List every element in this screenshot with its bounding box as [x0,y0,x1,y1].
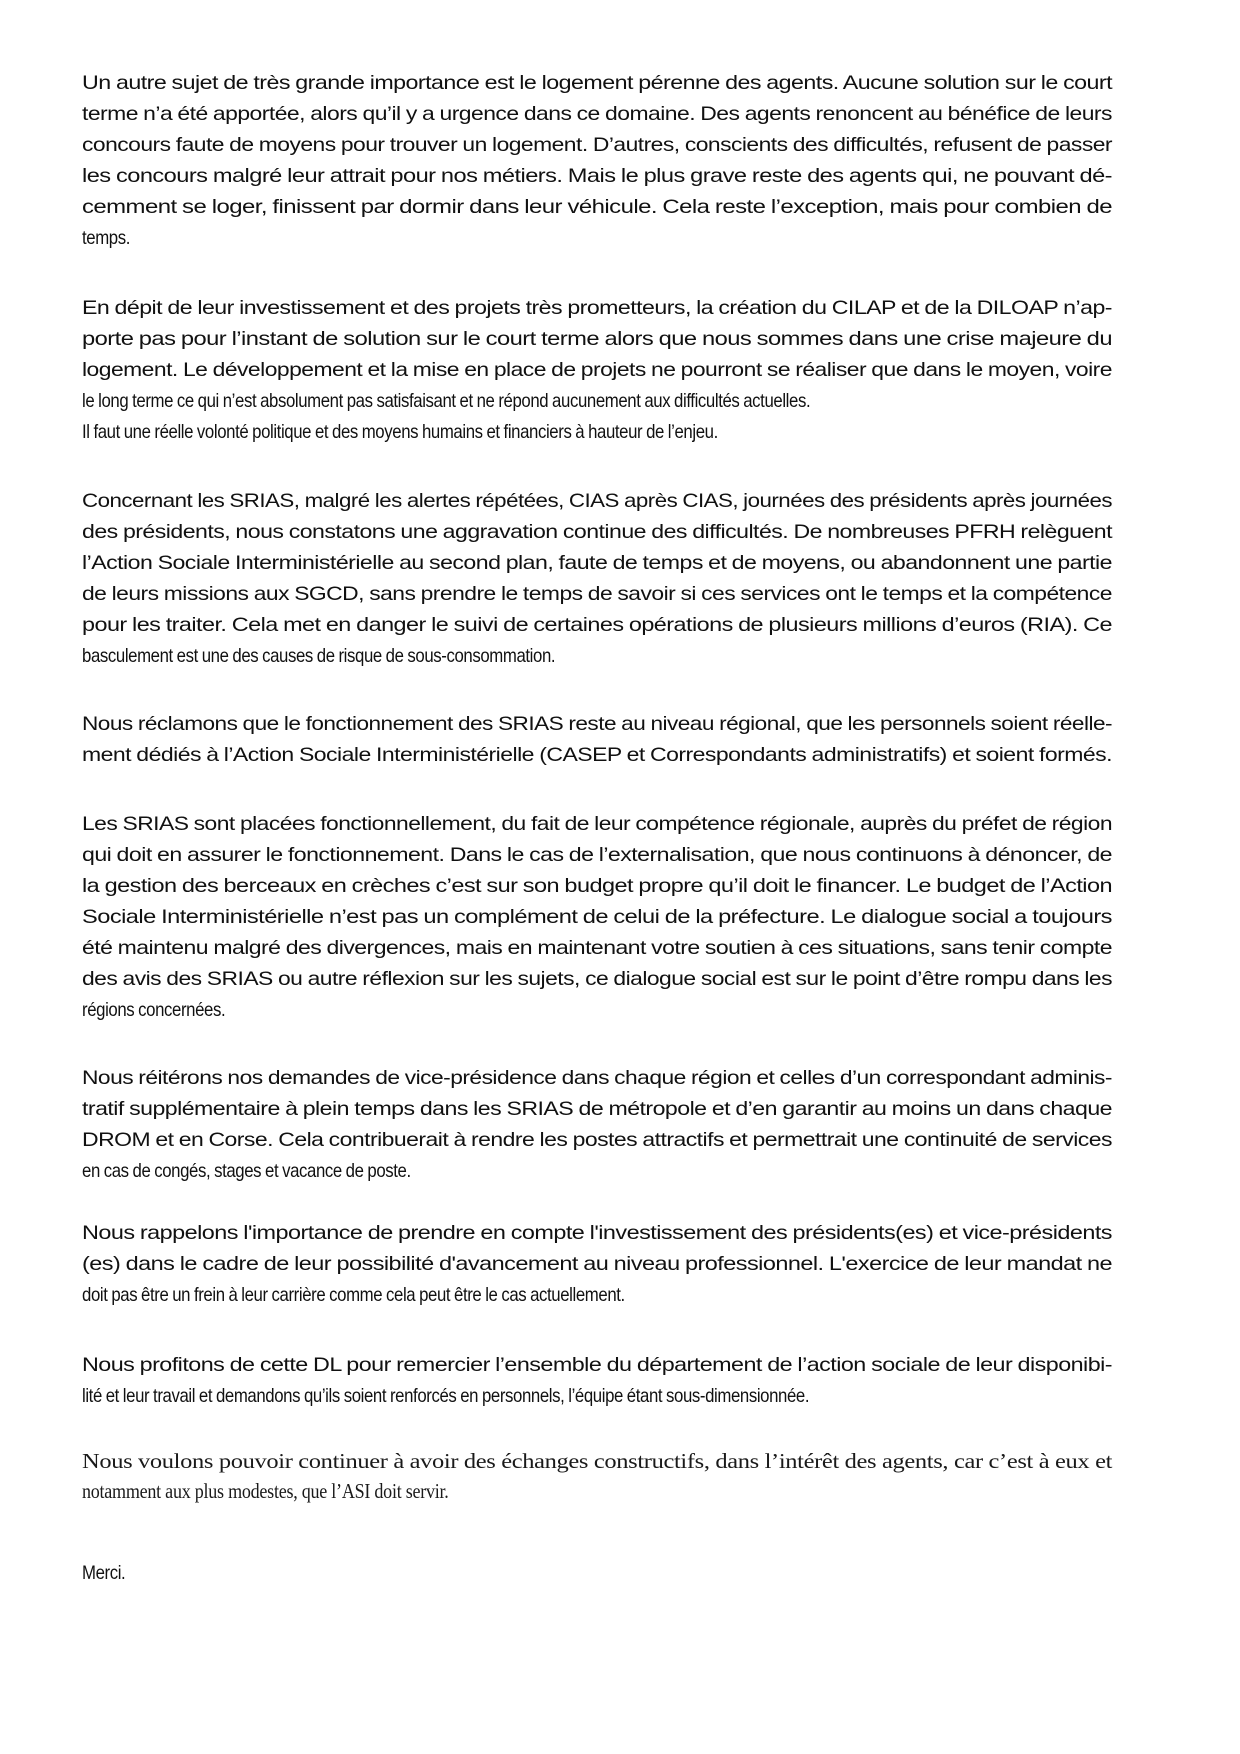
text-line: des présidents, nous constatons une aggravation continue des difficultés. De nombreuses PFRH relèguent [82,521,1112,543]
paragraph-regional-level [82,709,1113,771]
text-line: qui doit en assurer le fonctionnement. Dans le cas de l’externalisation, que nous continuons à dénoncer, de [82,844,1112,866]
paragraph-srias-difficulties [82,486,1113,672]
text-line: temps. [82,227,131,249]
text-line: l’Action Sociale Interministérielle au second plan, faute de temps et de moyens, ou abandonnent une partie [82,552,1112,574]
text-line: doit pas être un frein à leur carrière comme cela peut être le cas actuellement. [82,1284,625,1306]
text-line: Il faut une réelle volonté politique et des moyens humains et financiers à hauteur de l’enjeu. [82,421,718,443]
text-line: basculement est une des causes de risque de sous-consommation. [82,645,556,667]
text-line: Nous rappelons l'importance de prendre en compte l'investissement des présidents(es) et vice-présidents [82,1222,1112,1244]
text-line: concours faute de moyens pour trouver un logement. D’autres, conscients des difficultés, refusent de passer [82,134,1113,156]
text-line: les concours malgré leur attrait pour nos métiers. Mais le plus grave reste des agents qui, ne pouvant dé- [82,165,1112,187]
text-line: Nous réclamons que le fonctionnement des SRIAS reste au niveau régional, que les personnels soient réelle- [82,713,1113,735]
text-line: le long terme ce qui n’est absolument pas satisfaisant et ne répond aucunement aux difficultés actuelles. [82,390,811,412]
text-line: (es) dans le cadre de leur possibilité d'avancement au niveau professionnel. L'exercice de leur mandat ne [82,1253,1113,1275]
text-line: cemment se loger, finissent par dormir dans leur véhicule. Cela reste l’exception, mais pour combien de [82,196,1113,218]
text-line: Nous réitérons nos demandes de vice-présidence dans chaque région et celles d’un correspondant adminis- [82,1067,1112,1089]
text-line: logement. Le développement et la mise en place de projets ne pourront se réaliser que dans le moyen, voire [82,359,1112,381]
paragraph-presidents-career [82,1218,1113,1311]
text-line: DROM et en Corse. Cela contribuerait à rendre les postes attractifs et permettrait une continuité de services [82,1129,1112,1151]
closing-merci [82,1558,132,1589]
text-line: Merci. [82,1562,126,1584]
text-line: été maintenu malgré des divergences, mais en maintenant votre soutien à ces situations, sans tenir compte [82,937,1112,959]
text-line: lité et leur travail et demandons qu’ils soient renforcés en personnels, l’équipe étant sous-dimensionnée. [82,1385,810,1407]
text-line: En dépit de leur investissement et des projets très prometteurs, la création du CILAP et de la DILOAP n’ap- [82,297,1112,319]
paragraph-prefect-role [82,809,1113,1026]
text-line: Concernant les SRIAS, malgré les alertes répétées, CIAS après CIAS, journées des présidents après journées [82,490,1113,512]
text-line: des avis des SRIAS ou autre réflexion sur les sujets, ce dialogue social est sur le point d’être rompu dans les [82,968,1113,990]
text-line: Un autre sujet de très grande importance est le logement pérenne des agents. Aucune solution sur le court [82,72,1113,94]
text-line: porte pas pour l’instant de solution sur le court terme alors que nous sommes dans une crise majeure du [82,328,1112,350]
text-line: ment dédiés à l’Action Sociale Interministérielle (CASEP et Correspondants administratifs) et soient formés. [82,744,1112,766]
text-line: notamment aux plus modestes, que l’ASI doit servir. [82,1479,449,1503]
text-line: tratif supplémentaire à plein temps dans les SRIAS de métropole et d’en garantir au moins un dans chaque [82,1098,1113,1120]
text-line: la gestion des berceaux en crèches c’est sur son budget propre qu’il doit le financer. Le budget de l’Action [82,875,1113,897]
text-line: Nous voulons pouvoir continuer à avoir des échanges constructifs, dans l’intérêt des agents, car c’est à eux et [82,1449,1113,1473]
paragraph-cilap-diloap [82,293,1112,448]
paragraph-thanks-department [82,1350,1113,1412]
text-line: Nous profitons de cette DL pour remercier l’ensemble du département de l’action sociale de leur disponibi- [82,1354,1113,1376]
paragraph-housing [82,68,1113,254]
text-line: terme n’a été apportée, alors qu’il y a urgence dans ce domaine. Des agents renoncent au bénéfice de leurs [82,103,1112,125]
paragraph-vice-presidency [82,1063,1113,1187]
text-line: pour les traiter. Cela met en danger le suivi de certaines opérations de plusieurs millions d’euros (RIA). Ce [82,614,1112,636]
text-line: en cas de congés, stages et vacance de poste. [82,1160,411,1182]
text-line: de leurs missions aux SGCD, sans prendre le temps de savoir si ces services ont le temps et la compétence [82,583,1112,605]
text-line: régions concernées. [82,999,226,1021]
text-line: Sociale Interministérielle n’est pas un complément de celui de la préfecture. Le dialogue social a toujours [82,906,1112,928]
paragraph-constructive-exchanges [82,1446,1113,1506]
text-line: Les SRIAS sont placées fonctionnellement, du fait de leur compétence régionale, auprès du préfet de région [82,813,1113,835]
